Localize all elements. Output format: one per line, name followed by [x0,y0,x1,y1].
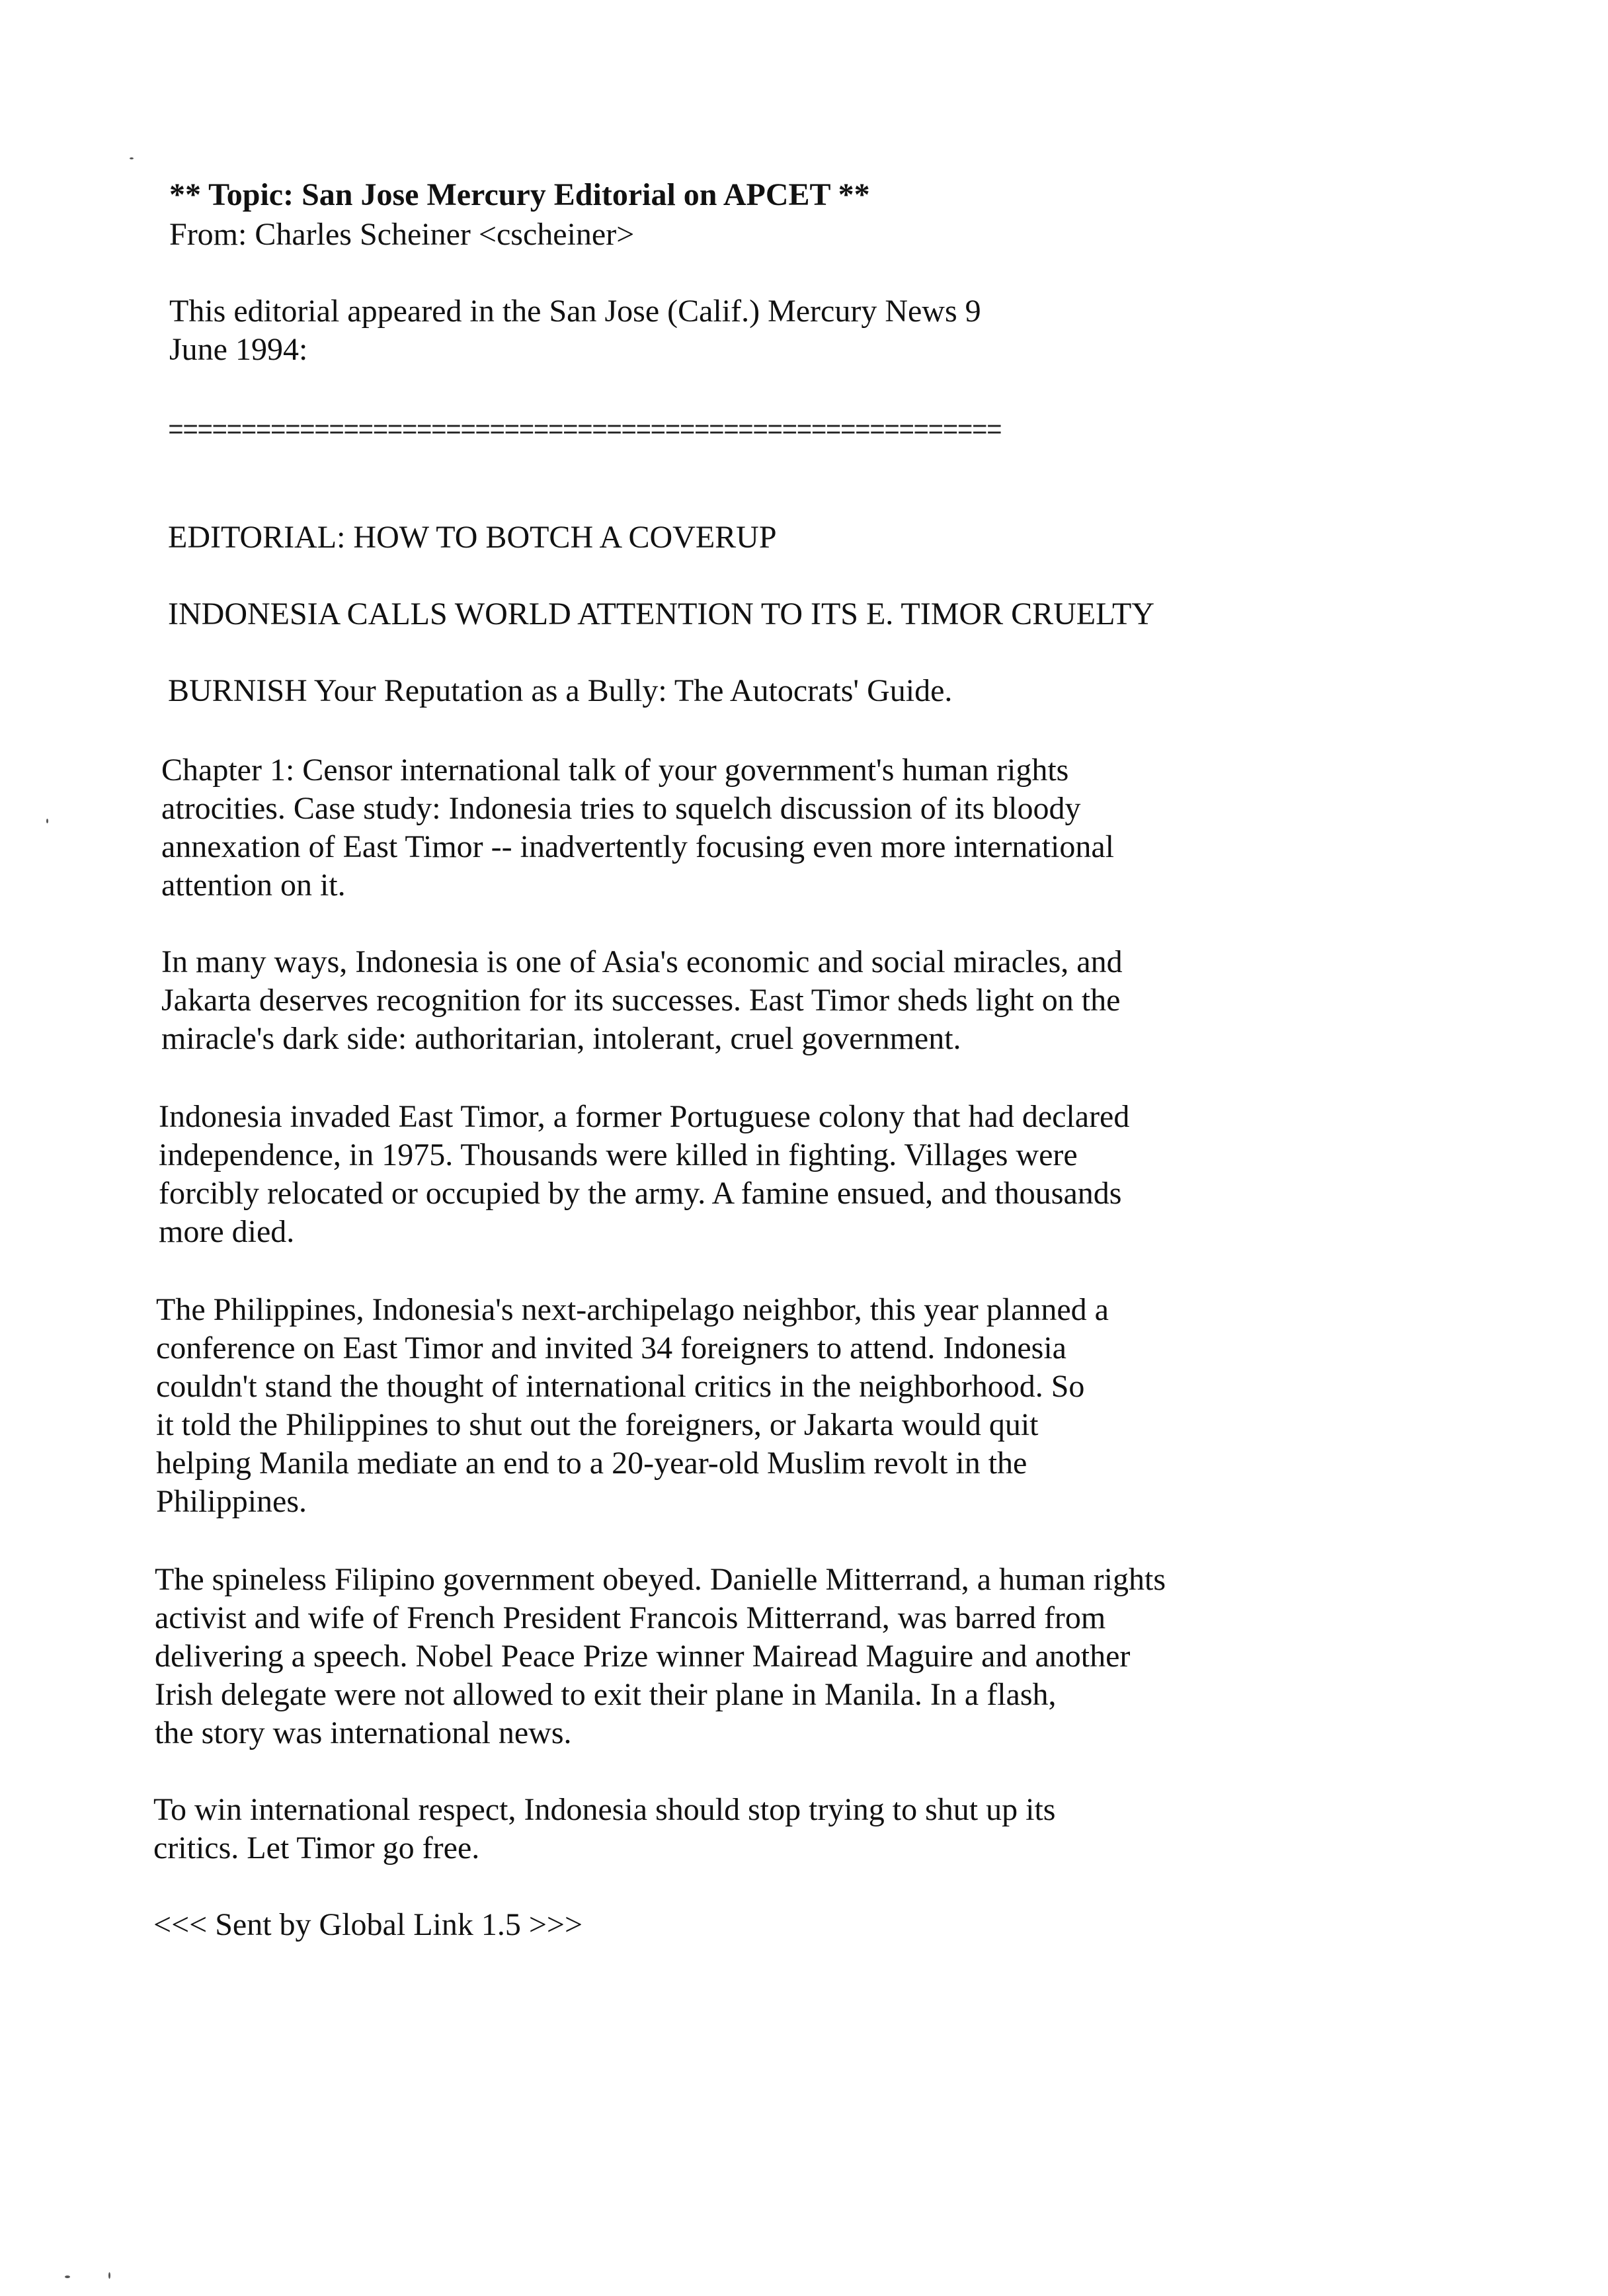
scan-speck [46,819,48,823]
paragraph-line: Irish delegate were not allowed to exit their plane in Manila. In a flash, [155,1677,1057,1712]
paragraph-line: critics. Let Timor go free. [153,1830,480,1866]
paragraph-line: Philippines. [156,1484,307,1519]
paragraph-line: Jakarta deserves recognition for its successes. East Timor sheds light on the [161,983,1121,1018]
paragraph-line: helping Manila mediate an end to a 20-year-old Muslim revolt in the [156,1446,1027,1481]
paragraph-line: the story was international news. [155,1715,572,1750]
scan-speck [130,157,134,159]
paragraph-line: delivering a speech. Nobel Peace Prize winner Mairead Maguire and another [155,1639,1131,1674]
lead-line: BURNISH Your Reputation as a Bully: The Autocrats' Guide. [168,673,953,708]
from-line: From: Charles Scheiner <cscheiner> [169,217,635,252]
intro-line: This editorial appeared in the San Jose (Calif.) Mercury News 9 [169,294,981,329]
topic-line: ** Topic: San Jose Mercury Editorial on APCET ** [169,177,870,212]
paragraph-line: atrocities. Case study: Indonesia tries to squelch discussion of its bloody [161,791,1081,826]
paragraph-line: attention on it. [161,868,346,903]
editorial-headline: EDITORIAL: HOW TO BOTCH A COVERUP [168,520,777,555]
scan-speck [65,2276,70,2278]
paragraph-line: miracle's dark side: authoritarian, intolerant, cruel government. [161,1021,961,1056]
paragraph-line: To win international respect, Indonesia should stop trying to shut up its [153,1792,1056,1827]
scan-speck [108,2272,110,2279]
paragraph-line: activist and wife of French President Francois Mitterrand, was barred from [155,1600,1106,1635]
paragraph-line: annexation of East Timor -- inadvertently focusing even more international [161,829,1114,864]
editorial-subheadline: INDONESIA CALLS WORLD ATTENTION TO ITS E. TIMOR CRUELTY [168,596,1155,632]
intro-line: June 1994: [169,332,308,367]
paragraph-line: it told the Philippines to shut out the foreigners, or Jakarta would quit [156,1407,1039,1442]
paragraph-line: Chapter 1: Censor international talk of your government's human rights [161,753,1069,788]
paragraph-line: forcibly relocated or occupied by the army. A famine ensued, and thousands [159,1176,1122,1211]
footer-signature: <<< Sent by Global Link 1.5 >>> [153,1907,583,1942]
paragraph-line: The Philippines, Indonesia's next-archipelago neighbor, this year planned a [156,1292,1109,1327]
paragraph-line: independence, in 1975. Thousands were killed in fighting. Villages were [159,1137,1078,1172]
paragraph-line: In many ways, Indonesia is one of Asia's economic and social miracles, and [161,944,1123,979]
separator-line: ========================================================= [168,417,1001,446]
paragraph-line: The spineless Filipino government obeyed. Danielle Mitterrand, a human rights [155,1562,1166,1597]
paragraph-line: Indonesia invaded East Timor, a former Portuguese colony that had declared [159,1099,1130,1134]
paragraph-line: couldn't stand the thought of international critics in the neighborhood. So [156,1369,1085,1404]
paragraph-line: more died. [159,1214,295,1249]
paragraph-line: conference on East Timor and invited 34 foreigners to attend. Indonesia [156,1331,1066,1366]
